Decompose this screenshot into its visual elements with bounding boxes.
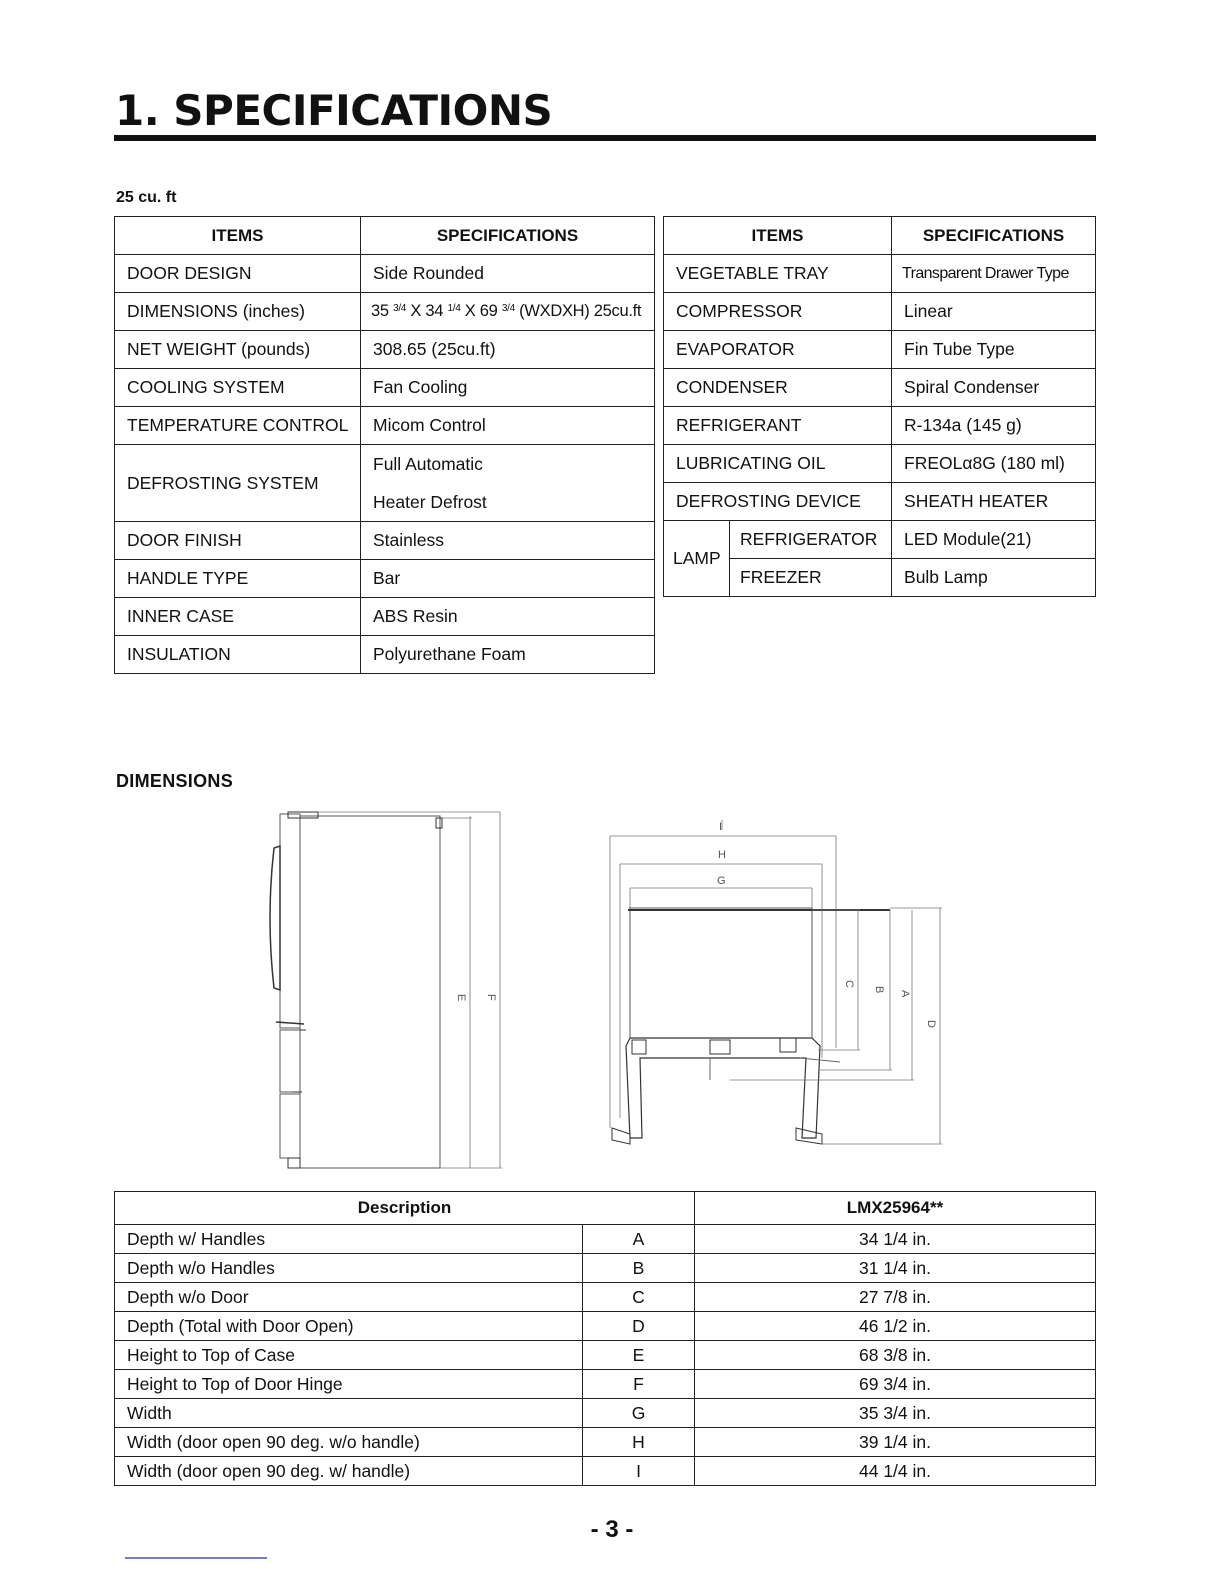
dimensions-heading: DIMENSIONS: [116, 771, 234, 791]
row-label: Depth w/o Handles: [115, 1254, 583, 1283]
dimension-letter-e: E: [455, 994, 467, 1002]
spec-value: Spiral Condenser: [892, 369, 1096, 407]
dimension-letter-i: I: [719, 821, 723, 833]
specifications-header: SPECIFICATIONS: [892, 217, 1096, 255]
row-label: Depth (Total with Door Open): [115, 1312, 583, 1341]
spec-item: CONDENSER: [664, 369, 892, 407]
spec-row-cooling-system: [115, 369, 655, 407]
row-letter: G: [583, 1399, 695, 1428]
table-row: [115, 1254, 1096, 1283]
row-letter: C: [583, 1283, 695, 1312]
spec-value: 308.65 (25cu.ft): [361, 331, 655, 369]
spec-value: Bar: [361, 560, 655, 598]
row-letter: H: [583, 1428, 695, 1457]
spec-value-defrost: [361, 445, 655, 522]
spec-item: DEFROSTING SYSTEM: [115, 445, 361, 522]
lamp-sub-item: REFRIGERATOR: [730, 521, 892, 559]
width-fraction: 3/4: [393, 303, 407, 314]
spec-item-lamp: LAMP: [664, 521, 730, 597]
spec-value: Transparent Drawer Type: [892, 255, 1096, 293]
dimension-letter-a: A: [899, 990, 911, 998]
row-value: 27 7/8 in.: [695, 1283, 1096, 1312]
row-value: 69 3/4 in.: [695, 1370, 1096, 1399]
spec-value: FREOLα8G (180 ml): [892, 445, 1096, 483]
spec-row-dimensions: [115, 293, 655, 331]
width-whole: 35: [371, 302, 389, 320]
table-row: [115, 1428, 1096, 1457]
spec-row-handle-type: [115, 560, 655, 598]
spec-row-condenser: [664, 369, 1096, 407]
spec-item: HANDLE TYPE: [115, 560, 361, 598]
table-row: [115, 1283, 1096, 1312]
dimension-letter-h: H: [718, 849, 726, 861]
depth-whole: 34: [425, 302, 444, 320]
row-label: Height to Top of Case: [115, 1341, 583, 1370]
spec-value: ABS Resin: [361, 598, 655, 636]
times-sign: X: [410, 302, 422, 320]
defrost-line-2: Heater Defrost: [373, 492, 487, 512]
dimensions-table-body: [115, 1225, 1096, 1486]
row-value: 68 3/8 in.: [695, 1341, 1096, 1370]
spec-row-temperature-control: [115, 407, 655, 445]
row-value: 44 1/4 in.: [695, 1457, 1096, 1486]
spec-item: DOOR FINISH: [115, 522, 361, 560]
table-row: [115, 1225, 1096, 1254]
spec-table-right: [663, 216, 1096, 597]
row-value: 31 1/4 in.: [695, 1254, 1096, 1283]
row-label: Depth w/o Door: [115, 1283, 583, 1312]
spec-item: COMPRESSOR: [664, 293, 892, 331]
footer-link-underline: [125, 1557, 267, 1559]
page-title: 1. SPECIFICATIONS: [115, 86, 553, 135]
spec-row-compressor: [664, 293, 1096, 331]
dimension-suffix: (WXDXH) 25cu.ft: [519, 302, 642, 320]
spec-item: VEGETABLE TRAY: [664, 255, 892, 293]
description-header: Description: [115, 1192, 695, 1225]
row-letter: I: [583, 1457, 695, 1486]
spec-header-row: [664, 217, 1096, 255]
spec-value: Fan Cooling: [361, 369, 655, 407]
row-letter: F: [583, 1370, 695, 1399]
side-view-diagram: [262, 808, 512, 1178]
spec-item: COOLING SYSTEM: [115, 369, 361, 407]
spec-row-door-finish: [115, 522, 655, 560]
spec-row-defrosting-system: [115, 445, 655, 522]
row-letter: E: [583, 1341, 695, 1370]
spec-item: DEFROSTING DEVICE: [664, 483, 892, 521]
spec-row-defrosting-device: [664, 483, 1096, 521]
capacity-label: 25 cu. ft: [116, 189, 177, 206]
height-fraction: 3/4: [501, 303, 515, 314]
top-view-diagram: [590, 818, 950, 1148]
title-underline: [114, 135, 1096, 141]
refrigerator-side-body: [270, 812, 442, 1168]
row-letter: B: [583, 1254, 695, 1283]
spec-item: INSULATION: [115, 636, 361, 674]
dimension-letter-f: F: [485, 994, 497, 1001]
row-label: Depth w/ Handles: [115, 1225, 583, 1254]
spec-item: INNER CASE: [115, 598, 361, 636]
row-letter: A: [583, 1225, 695, 1254]
row-value: 39 1/4 in.: [695, 1428, 1096, 1457]
spec-value: Stainless: [361, 522, 655, 560]
spec-value: Linear: [892, 293, 1096, 331]
spec-value: LED Module(21): [892, 521, 1096, 559]
row-letter: D: [583, 1312, 695, 1341]
row-label: Width (door open 90 deg. w/o handle): [115, 1428, 583, 1457]
dimension-letter-b: B: [873, 986, 885, 994]
spec-row-door-design: [115, 255, 655, 293]
spec-row-inner-case: [115, 598, 655, 636]
spec-row-net-weight: [115, 331, 655, 369]
specifications-header: SPECIFICATIONS: [361, 217, 655, 255]
spec-row-vegetable-tray: [664, 255, 1096, 293]
refrigerator-top-body: [612, 908, 890, 1144]
row-label: Width: [115, 1399, 583, 1428]
lamp-sub-item: FREEZER: [730, 559, 892, 597]
times-sign: X: [464, 302, 476, 320]
spec-value-dimensions: [361, 293, 655, 331]
spec-item: LUBRICATING OIL: [664, 445, 892, 483]
spec-row-lamp-refrigerator: [664, 521, 1096, 559]
dimensions-table: [114, 1191, 1096, 1486]
dimensions-header-row: [115, 1192, 1096, 1225]
row-label: Width (door open 90 deg. w/ handle): [115, 1457, 583, 1486]
spec-value: Bulb Lamp: [892, 559, 1096, 597]
row-label: Height to Top of Door Hinge: [115, 1370, 583, 1399]
width-dimension-lines: [610, 820, 836, 1128]
spec-item: REFRIGERANT: [664, 407, 892, 445]
dimension-letter-d: D: [925, 1020, 937, 1028]
table-row: [115, 1312, 1096, 1341]
spec-item: NET WEIGHT (pounds): [115, 331, 361, 369]
spec-table-left: [114, 216, 655, 674]
spec-value: Side Rounded: [361, 255, 655, 293]
spec-item: TEMPERATURE CONTROL: [115, 407, 361, 445]
dimension-letter-g: G: [717, 875, 726, 887]
items-header: ITEMS: [115, 217, 361, 255]
spec-row-refrigerant: [664, 407, 1096, 445]
spec-header-row: [115, 217, 655, 255]
row-value: 35 3/4 in.: [695, 1399, 1096, 1428]
spec-row-lubricating-oil: [664, 445, 1096, 483]
page-number: - 3 -: [590, 1516, 634, 1543]
spec-value: R-134a (145 g): [892, 407, 1096, 445]
spec-item: DOOR DESIGN: [115, 255, 361, 293]
table-row: [115, 1370, 1096, 1399]
height-dimension-lines: [318, 812, 502, 1168]
spec-value: Fin Tube Type: [892, 331, 1096, 369]
table-row: [115, 1341, 1096, 1370]
row-value: 34 1/4 in.: [695, 1225, 1096, 1254]
table-row: [115, 1457, 1096, 1486]
height-whole: 69: [479, 302, 498, 320]
table-row: [115, 1399, 1096, 1428]
spec-row-insulation: [115, 636, 655, 674]
depth-fraction: 1/4: [447, 303, 461, 314]
row-value: 46 1/2 in.: [695, 1312, 1096, 1341]
spec-row-evaporator: [664, 331, 1096, 369]
spec-value: SHEATH HEATER: [892, 483, 1096, 521]
spec-value: Polyurethane Foam: [361, 636, 655, 674]
spec-item: DIMENSIONS (inches): [115, 293, 361, 331]
defrost-line-1: Full Automatic: [373, 454, 483, 474]
model-header: LMX25964**: [695, 1192, 1096, 1225]
dimension-letter-c: C: [843, 980, 855, 988]
items-header: ITEMS: [664, 217, 892, 255]
spec-value: Micom Control: [361, 407, 655, 445]
spec-item: EVAPORATOR: [664, 331, 892, 369]
